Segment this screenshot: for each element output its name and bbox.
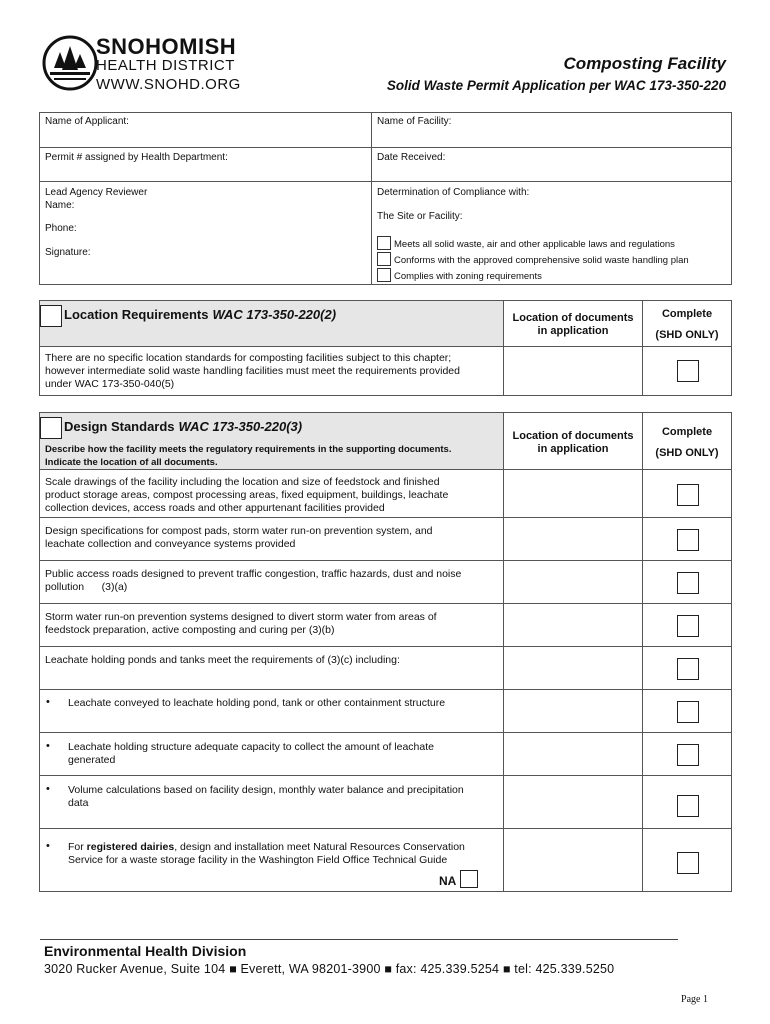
design-row-complete-checkbox[interactable]: [677, 615, 699, 637]
compliance-plan-checkbox[interactable]: [377, 252, 391, 266]
design-row-cell: [39, 646, 504, 690]
design-row-text: Design specifications for compost pads, storm water run-on prevention system, and leachate collection and conveyance systems provided: [45, 525, 433, 550]
page-number: Page 1: [681, 994, 708, 1005]
permit-number-label: Permit # assigned by Health Department:: [45, 152, 228, 163]
design-bullet-text: Leachate conveyed to leachate holding pond, tank or other containment structure: [68, 697, 446, 709]
footer-divider: [40, 939, 678, 940]
applicant-name-label: Name of Applicant:: [45, 116, 129, 127]
design-row-docs-input[interactable]: [503, 646, 643, 690]
design-row-text: Leachate holding ponds and tanks meet the requirements of (3)(c) including:: [45, 654, 400, 666]
location-section-checkbox[interactable]: [40, 305, 62, 327]
org-name-line1: SNOHOMISH: [96, 34, 237, 59]
date-received-label: Date Received:: [377, 152, 446, 163]
design-shd-only-label: (SHD ONLY): [655, 447, 719, 459]
site-facility-label: The Site or Facility:: [377, 211, 463, 222]
footer-address: 3020 Rucker Avenue, Suite 104 ■ Everett, WA 98201-3900 ■ fax: 425.339.5254 ■ tel: 425.339.5250: [44, 962, 615, 976]
page-title: Composting Facility: [563, 54, 726, 73]
reviewer-name-label: Name:: [45, 200, 75, 211]
design-bullet-text: Leachate holding structure adequate capacity to collect the amount of leachate generated: [68, 741, 434, 766]
design-row-docs-input[interactable]: [503, 560, 643, 604]
design-dairy-complete-checkbox[interactable]: [677, 852, 699, 874]
design-row-complete-checkbox[interactable]: [677, 484, 699, 506]
design-row-text: Storm water run-on prevention systems designed to divert storm water from areas of feedstock preparation, active composting and curing per (3)(b): [45, 611, 437, 636]
bullet-marker: •: [46, 783, 50, 795]
footer-division-name: Environmental Health Division: [44, 943, 247, 959]
compliance-plan-label: Conforms with the approved comprehensive solid waste handling plan: [394, 255, 689, 266]
bullet-marker: •: [46, 740, 50, 752]
compliance-laws-checkbox[interactable]: [377, 236, 391, 250]
design-row-complete-checkbox[interactable]: [677, 572, 699, 594]
location-complete-col-header: Complete: [661, 308, 713, 320]
org-name-line2: HEALTH DISTRICT: [96, 57, 235, 74]
facility-name-label: Name of Facility:: [377, 116, 452, 127]
org-url: WWW.SNOHD.ORG: [96, 76, 241, 93]
reviewer-signature-label: Signature:: [45, 247, 91, 258]
bullet-marker: •: [46, 840, 50, 852]
design-bullet-docs-input[interactable]: [503, 775, 643, 829]
location-row-text: There are no specific location standards for composting facilities subject to this chapter; however intermediate solid waste handling facilities must meet the requirements provided under WAC 173-350-040(5): [45, 352, 460, 390]
reviewer-phone-label: Phone:: [45, 223, 77, 234]
design-bullet-complete-checkbox[interactable]: [677, 701, 699, 723]
compliance-zoning-checkbox[interactable]: [377, 268, 391, 282]
na-checkbox[interactable]: [460, 870, 478, 888]
design-row-docs-input[interactable]: [503, 603, 643, 647]
design-bullet-docs-input[interactable]: [503, 689, 643, 733]
design-bullet-cell: [39, 689, 504, 733]
design-dairy-text: For registered dairies, design and installation meet Natural Resources Conservation Service for a waste storage facility in the Washington Field Office Technical Guide: [68, 841, 465, 866]
location-shd-only-label: (SHD ONLY): [655, 329, 719, 341]
lead-reviewer-label: Lead Agency Reviewer: [45, 187, 148, 198]
design-docs-col-header: Location of documents in application: [512, 430, 634, 455]
location-docs-col-header: Location of documents in application: [512, 312, 634, 337]
compliance-zoning-label: Complies with zoning requirements: [394, 271, 542, 282]
determination-label: Determination of Compliance with:: [377, 187, 530, 198]
design-row-text: Public access roads designed to prevent traffic congestion, traffic hazards, dust and noise pollution (3)(a): [45, 568, 462, 593]
design-bullet-docs-input[interactable]: [503, 828, 643, 892]
page-subtitle: Solid Waste Permit Application per WAC 173-350-220: [386, 78, 726, 93]
design-row-docs-input[interactable]: [503, 469, 643, 518]
design-section-checkbox[interactable]: [40, 417, 62, 439]
location-section-title: Location Requirements WAC 173-350-220(2): [64, 307, 337, 322]
design-bullet-complete-checkbox[interactable]: [677, 795, 699, 817]
design-row-docs-input[interactable]: [503, 517, 643, 561]
design-row-text: Scale drawings of the facility including the location and size of feedstock and finished product storage areas, compost processing areas, fixed equipment, buildings, leachate collection devices, access roads and other appurtenant facilities provided: [45, 476, 449, 514]
design-description: Describe how the facility meets the regulatory requirements in the supporting documents. Indicate the location of all documents.: [45, 444, 452, 468]
design-row-complete-checkbox[interactable]: [677, 529, 699, 551]
design-section-title: Design Standards WAC 173-350-220(3): [64, 419, 303, 434]
compliance-laws-label: Meets all solid waste, air and other applicable laws and regulations: [394, 239, 675, 250]
na-label: NA: [439, 874, 457, 888]
design-complete-col-header: Complete: [661, 426, 713, 438]
design-row-complete-checkbox[interactable]: [677, 658, 699, 680]
design-bullet-text: Volume calculations based on facility design, monthly water balance and precipitation data: [68, 784, 464, 809]
design-bullet-complete-checkbox[interactable]: [677, 744, 699, 766]
health-district-logo-icon: [40, 34, 100, 92]
design-complete-header-cell: [642, 412, 732, 470]
design-bullet-docs-input[interactable]: [503, 732, 643, 776]
location-docs-input[interactable]: [503, 346, 643, 396]
bullet-marker: •: [46, 696, 50, 708]
location-complete-checkbox[interactable]: [677, 360, 699, 382]
